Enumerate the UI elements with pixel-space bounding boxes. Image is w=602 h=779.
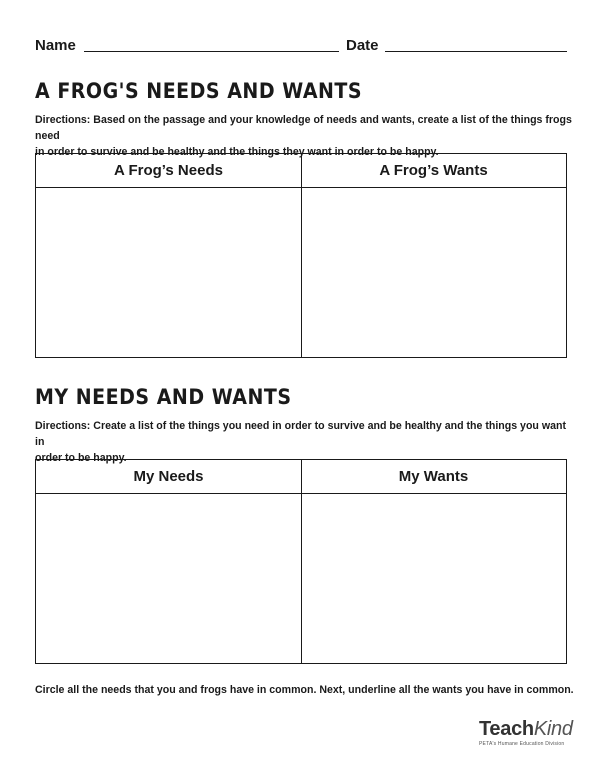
my-wants-header: My Wants (398, 468, 469, 485)
section1-directions-line1 (35, 112, 575, 144)
frog-wants-header: A Frog’s Wants (379, 162, 488, 179)
section2-directions-line1 (35, 418, 575, 450)
section2-title: MY NEEDS AND WANTS (35, 385, 292, 410)
section1-directions-prefix: Directions: (35, 114, 91, 126)
my-wants-cell[interactable] (301, 494, 566, 663)
section1-directions-text1: Based on the passage and your knowledge of needs and wants, create a list of the things frogs need (35, 114, 572, 142)
section2-directions-line2: order to be happy. (35, 452, 127, 464)
name-label: Name (35, 37, 76, 54)
logo-wordmark (479, 718, 573, 741)
date-label: Date (346, 37, 379, 54)
date-field[interactable] (385, 51, 567, 52)
logo-tagline: PETA's Humane Education Division (479, 741, 565, 747)
my-needs-cell[interactable] (36, 494, 301, 663)
frog-needs-header: A Frog’s Needs (114, 162, 223, 179)
section2-directions-text1: Create a list of the things you need in order to survive and be healthy and the things you want in (35, 420, 566, 448)
logo-teach: Teach (479, 718, 534, 740)
frog-needs-cell[interactable] (36, 188, 301, 357)
name-field[interactable] (84, 51, 339, 52)
teachkind-logo (479, 718, 573, 747)
section1-directions-line2: in order to survive and be healthy and the things they want in order to be happy. (35, 146, 439, 158)
frog-wants-cell[interactable] (301, 188, 566, 357)
logo-kind: Kind (533, 718, 573, 740)
footer-instructions: Circle all the needs that you and frogs have in common. Next, underline all the wants you have in common. (35, 684, 574, 696)
my-needs-wants-table (35, 459, 567, 664)
frog-needs-wants-table (35, 153, 567, 358)
my-needs-header: My Needs (133, 468, 204, 485)
section1-title: A FROG'S NEEDS AND WANTS (35, 79, 363, 104)
section2-directions-prefix: Directions: (35, 420, 91, 432)
